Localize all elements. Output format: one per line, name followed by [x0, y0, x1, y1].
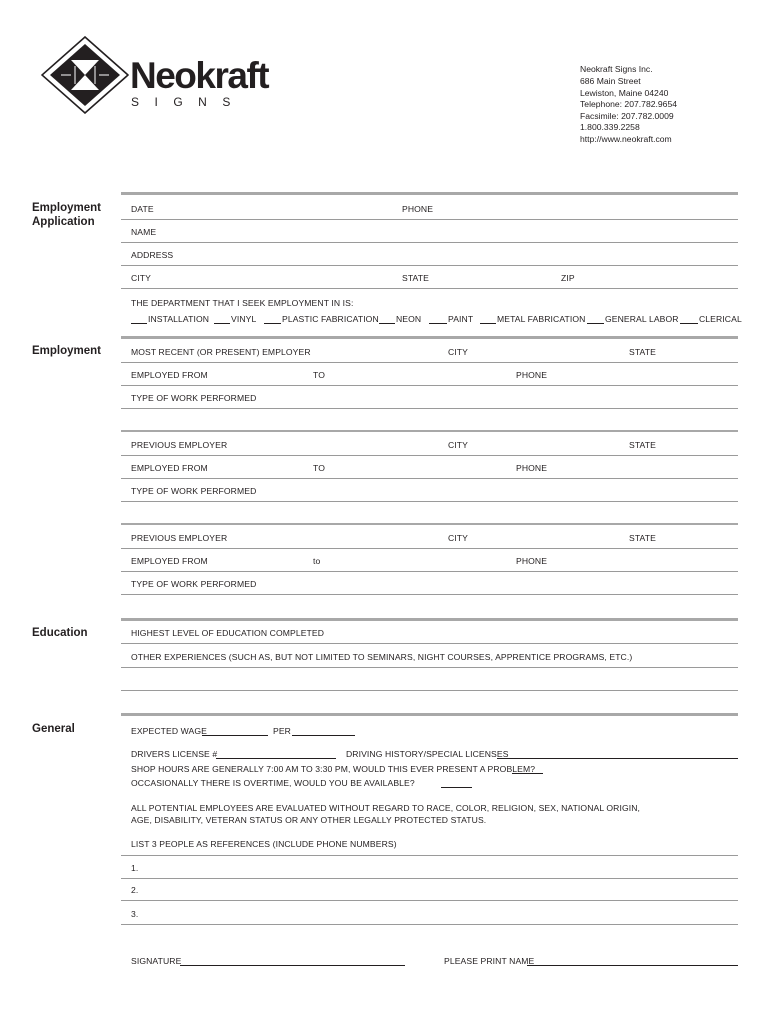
employer1-work-field-1[interactable] — [121, 408, 738, 409]
name-label: NAME — [131, 227, 157, 237]
address-city: Lewiston, Maine 04240 — [580, 88, 669, 98]
print-name-label: PLEASE PRINT NAME — [444, 956, 535, 966]
employer2-divider — [121, 523, 738, 525]
expected-wage-field[interactable] — [202, 735, 268, 736]
phone-label: PHONE — [402, 204, 434, 214]
section-title-application-1: Employment — [32, 202, 102, 214]
drivers-license-field[interactable] — [216, 758, 336, 759]
expected-wage-label: EXPECTED WAGE — [131, 726, 207, 736]
references-prompt: LIST 3 PEOPLE AS REFERENCES (INCLUDE PHONE NUMBERS) — [131, 839, 397, 849]
section-title-employment: Employment — [32, 345, 102, 357]
city-label: CITY — [131, 273, 151, 283]
employer2-field[interactable] — [121, 455, 738, 456]
overtime-answer-field[interactable] — [441, 787, 472, 788]
address-facsimile: Facsimile: 207.782.0009 — [580, 111, 674, 121]
employer2-from-label: EMPLOYED FROM — [131, 463, 208, 473]
shop-hours-question: SHOP HOURS ARE GENERALLY 7:00 AM TO 3:30 PM, WOULD THIS EVER PRESENT A PROBLEM? — [131, 764, 536, 774]
print-name-field[interactable] — [527, 965, 738, 966]
address-telephone: Telephone: 207.782.9654 — [580, 99, 678, 109]
reference-3-field[interactable] — [121, 924, 738, 925]
address-company: Neokraft Signs Inc. — [580, 64, 653, 74]
employer3-field[interactable] — [121, 548, 738, 549]
employer1-label: MOST RECENT (OR PRESENT) EMPLOYER — [131, 347, 311, 357]
dept-installation-label: INSTALLATION — [148, 314, 210, 324]
employer2-label: PREVIOUS EMPLOYER — [131, 440, 228, 450]
employer1-from-label: EMPLOYED FROM — [131, 370, 208, 380]
section-title-education: Education — [32, 627, 88, 639]
dept-metal-blank[interactable] — [480, 323, 496, 324]
brand-subtitle: SIGNS — [131, 95, 246, 109]
address-street: 686 Main Street — [580, 76, 641, 86]
dept-vinyl-label: VINYL — [231, 314, 257, 324]
employer1-dates-field[interactable] — [121, 385, 738, 386]
signature-field[interactable] — [180, 965, 405, 966]
dept-general-label: GENERAL LABOR — [605, 314, 679, 324]
reference-3-label: 3. — [131, 909, 139, 919]
dept-general-blank[interactable] — [587, 323, 604, 324]
address-field[interactable] — [121, 265, 738, 266]
education-other-label: OTHER EXPERIENCES (SUCH AS, BUT NOT LIMITED TO SEMINARS, NIGHT COURSES, APPRENTICE PROGRAMS, ETC.) — [131, 652, 633, 662]
driving-history-field[interactable] — [497, 758, 738, 759]
employer1-city-label: CITY — [448, 347, 468, 357]
shop-hours-answer-field[interactable] — [512, 773, 543, 774]
signature-label: SIGNATURE — [131, 956, 182, 966]
address-label: ADDRESS — [131, 250, 174, 260]
education-other-field-2[interactable] — [121, 690, 738, 691]
employer1-work-label: TYPE OF WORK PERFORMED — [131, 393, 257, 403]
reference-1-label: 1. — [131, 863, 139, 873]
employer2-work-field-1[interactable] — [121, 501, 738, 502]
employer2-city-label: CITY — [448, 440, 468, 450]
employer1-phone-label: PHONE — [516, 370, 548, 380]
per-field[interactable] — [292, 735, 355, 736]
address-website: http://www.neokraft.com — [580, 134, 672, 144]
employer3-work-label: TYPE OF WORK PERFORMED — [131, 579, 257, 589]
education-highest-field[interactable] — [121, 643, 738, 644]
neokraft-logo-icon — [41, 36, 129, 114]
brand-name: Neokraft — [130, 55, 269, 96]
eeo-statement-line-2: AGE, DISABILITY, VETERAN STATUS OR ANY OTHER LEGALLY PROTECTED STATUS. — [131, 815, 487, 825]
employer2-to-label: TO — [313, 463, 325, 473]
dept-plastic-label: PLASTIC FABRICATION — [282, 314, 379, 324]
dept-paint-label: PAINT — [448, 314, 474, 324]
section-rule-employment — [121, 336, 738, 339]
employer3-label: PREVIOUS EMPLOYER — [131, 533, 228, 543]
employer2-dates-field[interactable] — [121, 478, 738, 479]
date-label: DATE — [131, 204, 154, 214]
employer1-field[interactable] — [121, 362, 738, 363]
employer3-phone-label: PHONE — [516, 556, 548, 566]
education-highest-label: HIGHEST LEVEL OF EDUCATION COMPLETED — [131, 628, 325, 638]
employer2-phone-label: PHONE — [516, 463, 548, 473]
reference-2-label: 2. — [131, 885, 139, 895]
employer1-state-label: STATE — [629, 347, 656, 357]
employer3-city-label: CITY — [448, 533, 468, 543]
employer3-from-label: EMPLOYED FROM — [131, 556, 208, 566]
reference-2-field[interactable] — [121, 900, 738, 901]
employer2-state-label: STATE — [629, 440, 656, 450]
employer3-dates-field[interactable] — [121, 571, 738, 572]
section-title-general: General — [32, 723, 75, 735]
dept-paint-blank[interactable] — [429, 323, 447, 324]
overtime-question: OCCASIONALLY THERE IS OVERTIME, WOULD YOU BE AVAILABLE? — [131, 778, 415, 788]
dept-metal-label: METAL FABRICATION — [497, 314, 586, 324]
name-field[interactable] — [121, 242, 738, 243]
dept-plastic-blank[interactable] — [264, 323, 281, 324]
section-rule-general — [121, 713, 738, 716]
dept-clerical-blank[interactable] — [680, 323, 698, 324]
address-tollfree: 1.800.339.2258 — [580, 122, 640, 132]
date-phone-field[interactable] — [121, 219, 738, 220]
education-other-field-1[interactable] — [121, 667, 738, 668]
references-header-line — [121, 855, 738, 856]
employer2-work-label: TYPE OF WORK PERFORMED — [131, 486, 257, 496]
section-rule-education — [121, 618, 738, 621]
zip-label: ZIP — [561, 273, 575, 283]
employer3-work-field-1[interactable] — [121, 594, 738, 595]
driving-history-label: DRIVING HISTORY/SPECIAL LICENSES — [346, 749, 509, 759]
section-title-application-2: Application — [32, 216, 95, 228]
employer3-to-label: to — [313, 556, 321, 566]
employer3-state-label: STATE — [629, 533, 656, 543]
state-label: STATE — [402, 273, 429, 283]
drivers-license-label: DRIVERS LICENSE # — [131, 749, 218, 759]
dept-neon-label: NEON — [396, 314, 422, 324]
dept-clerical-label: CLERICAL — [699, 314, 742, 324]
employer1-to-label: TO — [313, 370, 325, 380]
per-label: PER — [273, 726, 291, 736]
eeo-statement-line-1: ALL POTENTIAL EMPLOYEES ARE EVALUATED WITHOUT REGARD TO RACE, COLOR, RELIGION, SEX, NATIONAL ORIGIN, — [131, 803, 641, 813]
section-rule-application — [121, 192, 738, 195]
department-prompt: THE DEPARTMENT THAT I SEEK EMPLOYMENT IN IS: — [131, 298, 354, 308]
employer1-divider — [121, 430, 738, 432]
reference-1-field[interactable] — [121, 878, 738, 879]
dept-installation-blank[interactable] — [131, 323, 147, 324]
dept-vinyl-blank[interactable] — [214, 323, 230, 324]
dept-neon-blank[interactable] — [379, 323, 395, 324]
city-state-zip-field[interactable] — [121, 288, 738, 289]
